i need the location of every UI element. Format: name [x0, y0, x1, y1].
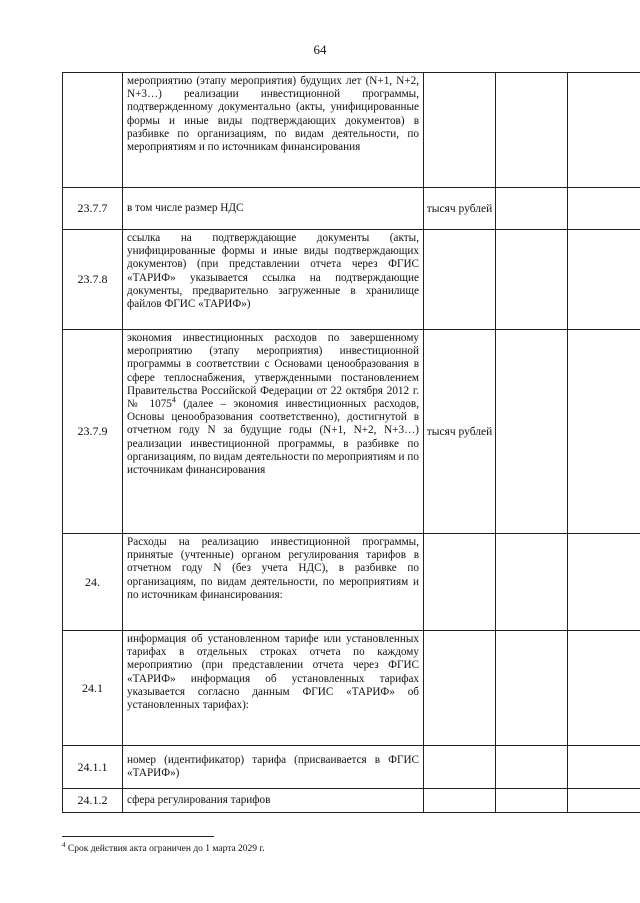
row-number: 23.7.8 — [63, 230, 123, 330]
value-cell — [496, 330, 568, 534]
footnote-divider — [62, 836, 214, 837]
row-unit — [424, 73, 496, 188]
row-number: 24.1.1 — [63, 746, 123, 789]
page-number: 64 — [313, 42, 327, 57]
value-cell — [496, 534, 568, 631]
row-description: Расходы на реализацию инвестиционной программы, принятые (учтенные) органом регулирования тарифов в отчетном году N (без учета НДС), в разбивке по организациям, по видам деятельности, по мероприятиям и по источникам финансирования: — [123, 534, 424, 631]
footnote-text: Срок действия акта ограничен до 1 марта 2029 г. — [65, 844, 265, 855]
value-cell — [568, 330, 640, 534]
row-description: мероприятию (этапу мероприятия) будущих лет (N+1, N+2, N+3…) реализации инвестиционной программы, подтвержденному документально (акты, унифицированные формы и иные виды подтверждающих документов) в разбивке по организациям, по видам деятельности, по мероприятиям и по источникам финансирования — [123, 73, 424, 188]
value-cell — [568, 188, 640, 230]
row-unit: тысяч рублей — [424, 330, 496, 534]
table-row — [63, 73, 640, 188]
row-description: информация об установленном тарифе или установленных тарифах в отдельных строках отчета по каждому мероприятию (при представлении отчета через ФГИС «ТАРИФ» информация об установленных тарифах указывается согласно данным ФГИС «ТАРИФ» об установленных тарифах): — [123, 631, 424, 746]
value-cell — [496, 73, 568, 188]
row-unit — [424, 534, 496, 631]
value-cell — [568, 73, 640, 188]
row-description-part: экономия инвестиционных расходов по завершенному мероприятию (этапу мероприятия) инвестиционной программы в соответствии с Основами ценообразования в сфере теплоснабжения, утвержденными постановлением Правительства Российской Федерации от 22 октября 2012 г. № 1075 — [127, 332, 419, 411]
table-row — [63, 230, 640, 330]
table-row — [63, 330, 640, 534]
row-number: 23.7.9 — [63, 330, 123, 534]
table-row — [63, 188, 640, 230]
value-cell — [496, 746, 568, 789]
value-cell — [568, 789, 640, 813]
value-cell — [496, 188, 568, 230]
row-unit — [424, 789, 496, 813]
table-row — [63, 534, 640, 631]
value-cell — [568, 230, 640, 330]
row-number: 24. — [63, 534, 123, 631]
row-description-part: (далее – экономия инвестиционных расходов, Основы ценообразования соответственно), достигнутой в отчетном году N за будущие годы (N+1, N+2, N+3…) реализации инвестиционной программы, в разбивке по организациям, по видам деятельности по мероприятиям и по источникам финансирования — [127, 398, 419, 477]
row-unit — [424, 230, 496, 330]
row-description: сфера регулирования тарифов — [123, 789, 424, 813]
value-cell — [568, 534, 640, 631]
value-cell — [496, 789, 568, 813]
footnote-reference: 4 — [171, 395, 176, 405]
row-number: 24.1.2 — [63, 789, 123, 813]
report-table — [62, 72, 640, 813]
value-cell — [568, 631, 640, 746]
table-row — [63, 746, 640, 789]
row-unit — [424, 631, 496, 746]
value-cell — [496, 230, 568, 330]
value-cell — [568, 746, 640, 789]
value-cell — [496, 631, 568, 746]
row-unit — [424, 746, 496, 789]
table-row — [63, 631, 640, 746]
footnote — [62, 841, 265, 854]
row-number: 24.1 — [63, 631, 123, 746]
footnote-mark: 4 — [62, 841, 66, 849]
table-row — [63, 789, 640, 813]
row-number: 23.7.7 — [63, 188, 123, 230]
row-unit: тысяч рублей — [424, 188, 496, 230]
row-description: ссылка на подтверждающие документы (акты, унифицированные формы и иные виды подтверждающих документов) (при представлении отчета через ФГИС «ТАРИФ» указывается ссылка на подтверждающие документы, предварительно загруженные в хранилище файлов ФГИС «ТАРИФ») — [123, 230, 424, 330]
row-number — [63, 73, 123, 188]
row-description: номер (идентификатор) тарифа (присваивается в ФГИС «ТАРИФ») — [123, 746, 424, 789]
row-description — [123, 330, 424, 534]
row-description: в том числе размер НДС — [123, 188, 424, 230]
